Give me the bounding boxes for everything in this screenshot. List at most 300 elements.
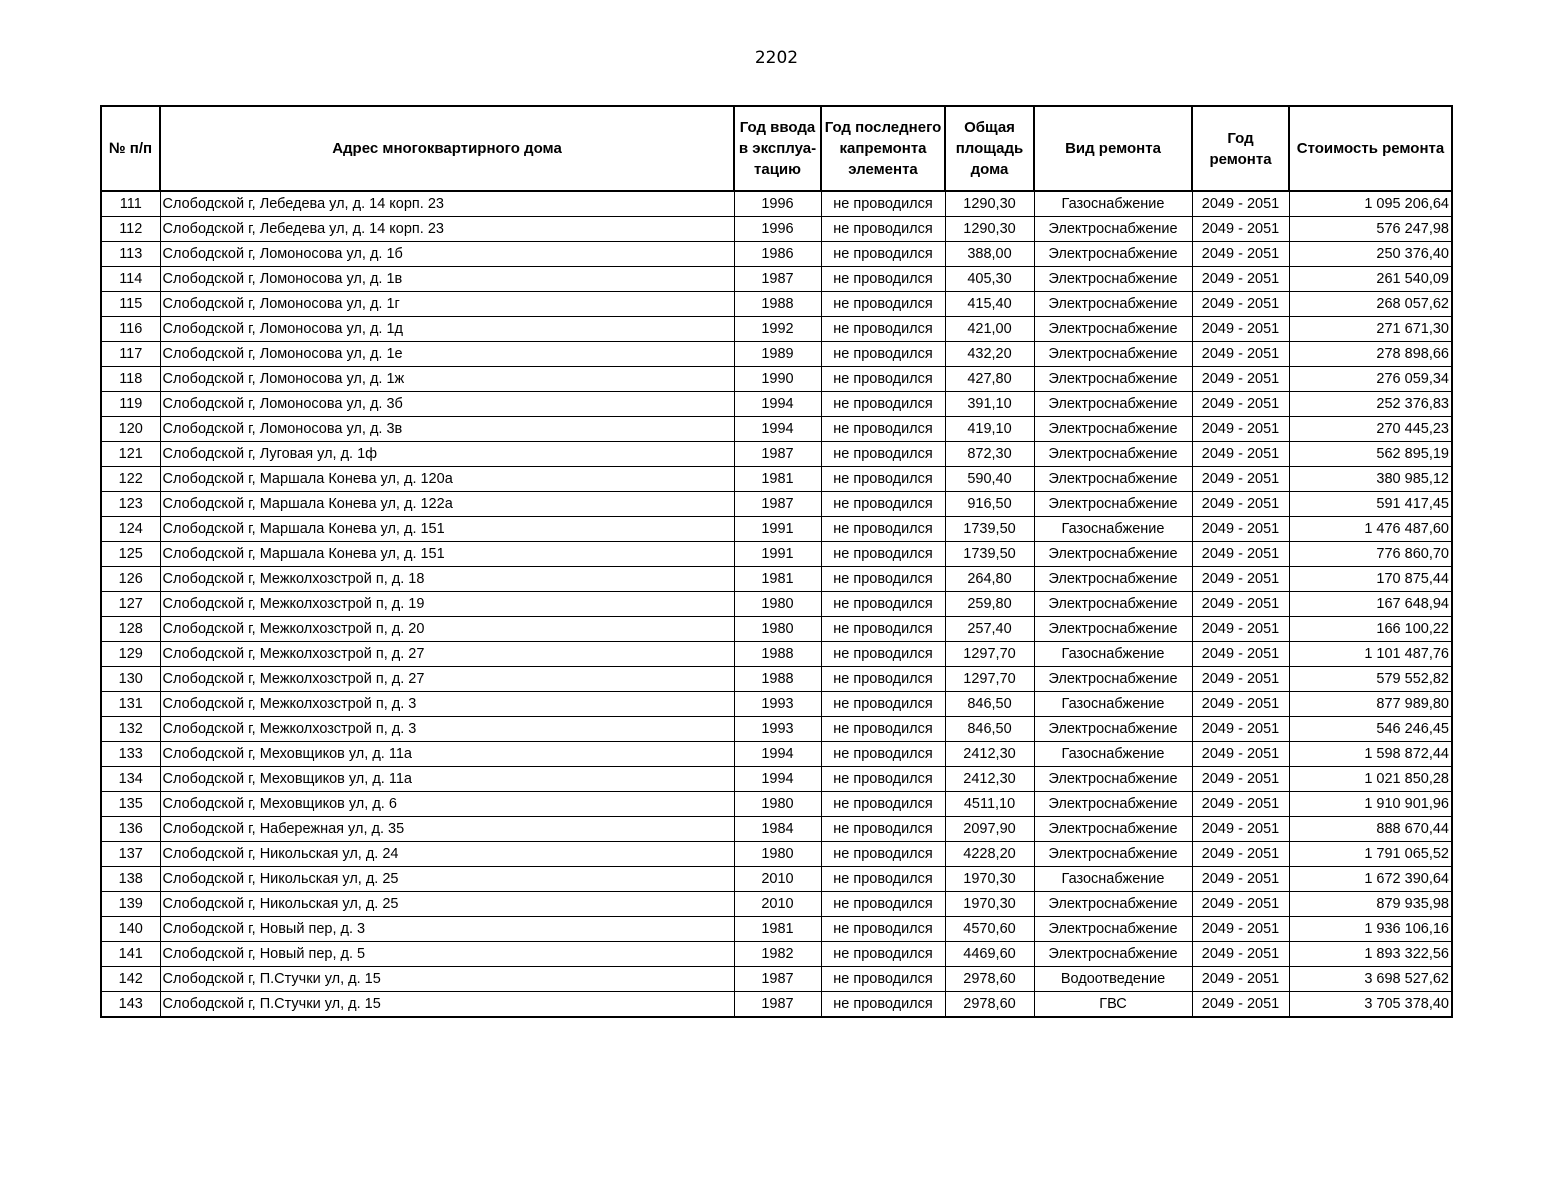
cell-address: Слободской г, Никольская ул, д. 25 bbox=[160, 867, 734, 892]
table-row bbox=[101, 242, 1452, 267]
header-address: Адрес многоквартирного дома bbox=[160, 106, 734, 191]
cell-num: 128 bbox=[101, 617, 160, 642]
table-row bbox=[101, 967, 1452, 992]
cell-address: Слободской г, Ломоносова ул, д. 1д bbox=[160, 317, 734, 342]
cell-num: 131 bbox=[101, 692, 160, 717]
cell-area: 419,10 bbox=[945, 417, 1034, 442]
cell-cost: 1 672 390,64 bbox=[1289, 867, 1452, 892]
cell-area: 1970,30 bbox=[945, 892, 1034, 917]
cell-num: 129 bbox=[101, 642, 160, 667]
cell-area: 590,40 bbox=[945, 467, 1034, 492]
cell-year-built: 1996 bbox=[734, 217, 821, 242]
cell-address: Слободской г, П.Стучки ул, д. 15 bbox=[160, 967, 734, 992]
cell-num: 127 bbox=[101, 592, 160, 617]
cell-cost: 579 552,82 bbox=[1289, 667, 1452, 692]
cell-cost: 1 095 206,64 bbox=[1289, 191, 1452, 217]
cell-area: 405,30 bbox=[945, 267, 1034, 292]
cell-address: Слободской г, Маршала Конева ул, д. 151 bbox=[160, 517, 734, 542]
cell-num: 138 bbox=[101, 867, 160, 892]
cell-num: 123 bbox=[101, 492, 160, 517]
cell-area: 257,40 bbox=[945, 617, 1034, 642]
cell-num: 136 bbox=[101, 817, 160, 842]
cell-repair-period: 2049 - 2051 bbox=[1192, 367, 1289, 392]
cell-repair-type: Электроснабжение bbox=[1034, 842, 1192, 867]
cell-num: 142 bbox=[101, 967, 160, 992]
header-repair-type: Вид ремонта bbox=[1034, 106, 1192, 191]
cell-repair-type: Электроснабжение bbox=[1034, 942, 1192, 967]
cell-last-repair: не проводился bbox=[821, 217, 945, 242]
cell-repair-type: Электроснабжение bbox=[1034, 717, 1192, 742]
cell-address: Слободской г, Меховщиков ул, д. 11а bbox=[160, 767, 734, 792]
cell-year-built: 1986 bbox=[734, 242, 821, 267]
cell-repair-type: Электроснабжение bbox=[1034, 792, 1192, 817]
cell-repair-type: Электроснабжение bbox=[1034, 892, 1192, 917]
cell-year-built: 1980 bbox=[734, 842, 821, 867]
cell-repair-type: Газоснабжение bbox=[1034, 692, 1192, 717]
table-row bbox=[101, 317, 1452, 342]
cell-year-built: 1991 bbox=[734, 542, 821, 567]
cell-repair-type: Электроснабжение bbox=[1034, 242, 1192, 267]
cell-last-repair: не проводился bbox=[821, 892, 945, 917]
cell-last-repair: не проводился bbox=[821, 417, 945, 442]
header-num: № п/п bbox=[101, 106, 160, 191]
cell-year-built: 1989 bbox=[734, 342, 821, 367]
cell-repair-period: 2049 - 2051 bbox=[1192, 442, 1289, 467]
cell-area: 1290,30 bbox=[945, 191, 1034, 217]
cell-last-repair: не проводился bbox=[821, 942, 945, 967]
cell-year-built: 1994 bbox=[734, 767, 821, 792]
cell-address: Слободской г, Межколхозстрой п, д. 20 bbox=[160, 617, 734, 642]
cell-cost: 276 059,34 bbox=[1289, 367, 1452, 392]
table-row bbox=[101, 617, 1452, 642]
cell-cost: 1 598 872,44 bbox=[1289, 742, 1452, 767]
cell-year-built: 1981 bbox=[734, 917, 821, 942]
page-number: 2202 bbox=[754, 48, 799, 68]
cell-num: 135 bbox=[101, 792, 160, 817]
cell-cost: 1 893 322,56 bbox=[1289, 942, 1452, 967]
cell-num: 139 bbox=[101, 892, 160, 917]
cell-area: 2978,60 bbox=[945, 967, 1034, 992]
cell-cost: 170 875,44 bbox=[1289, 567, 1452, 592]
cell-year-built: 1992 bbox=[734, 317, 821, 342]
cell-repair-period: 2049 - 2051 bbox=[1192, 317, 1289, 342]
cell-cost: 562 895,19 bbox=[1289, 442, 1452, 467]
cell-repair-type: Электроснабжение bbox=[1034, 292, 1192, 317]
cell-year-built: 1993 bbox=[734, 717, 821, 742]
cell-repair-period: 2049 - 2051 bbox=[1192, 242, 1289, 267]
cell-last-repair: не проводился bbox=[821, 317, 945, 342]
cell-year-built: 1987 bbox=[734, 492, 821, 517]
header-last-repair: Год последнего капремонта элемента bbox=[821, 106, 945, 191]
cell-repair-type: Электроснабжение bbox=[1034, 317, 1192, 342]
cell-repair-period: 2049 - 2051 bbox=[1192, 767, 1289, 792]
cell-repair-type: Электроснабжение bbox=[1034, 617, 1192, 642]
cell-cost: 877 989,80 bbox=[1289, 692, 1452, 717]
cell-last-repair: не проводился bbox=[821, 842, 945, 867]
cell-area: 264,80 bbox=[945, 567, 1034, 592]
repair-schedule-table bbox=[100, 105, 1453, 1018]
table-header bbox=[101, 106, 1452, 191]
cell-area: 421,00 bbox=[945, 317, 1034, 342]
cell-cost: 271 671,30 bbox=[1289, 317, 1452, 342]
cell-year-built: 1988 bbox=[734, 642, 821, 667]
cell-num: 126 bbox=[101, 567, 160, 592]
cell-last-repair: не проводился bbox=[821, 567, 945, 592]
cell-address: Слободской г, Меховщиков ул, д. 11а bbox=[160, 742, 734, 767]
cell-address: Слободской г, Ломоносова ул, д. 1ж bbox=[160, 367, 734, 392]
cell-last-repair: не проводился bbox=[821, 442, 945, 467]
cell-cost: 166 100,22 bbox=[1289, 617, 1452, 642]
cell-last-repair: не проводился bbox=[821, 667, 945, 692]
cell-repair-period: 2049 - 2051 bbox=[1192, 417, 1289, 442]
cell-repair-period: 2049 - 2051 bbox=[1192, 191, 1289, 217]
table-row bbox=[101, 217, 1452, 242]
cell-num: 143 bbox=[101, 992, 160, 1018]
cell-year-built: 1994 bbox=[734, 417, 821, 442]
cell-repair-type: Водоотведение bbox=[1034, 967, 1192, 992]
header-area: Общая площадь дома bbox=[945, 106, 1034, 191]
cell-repair-period: 2049 - 2051 bbox=[1192, 342, 1289, 367]
table-row bbox=[101, 717, 1452, 742]
cell-year-built: 1993 bbox=[734, 692, 821, 717]
table-row bbox=[101, 467, 1452, 492]
cell-last-repair: не проводился bbox=[821, 992, 945, 1018]
cell-cost: 1 476 487,60 bbox=[1289, 517, 1452, 542]
cell-repair-period: 2049 - 2051 bbox=[1192, 617, 1289, 642]
table-row bbox=[101, 992, 1452, 1018]
cell-area: 916,50 bbox=[945, 492, 1034, 517]
cell-area: 4511,10 bbox=[945, 792, 1034, 817]
cell-last-repair: не проводился bbox=[821, 592, 945, 617]
cell-address: Слободской г, Ломоносова ул, д. 3б bbox=[160, 392, 734, 417]
cell-cost: 546 246,45 bbox=[1289, 717, 1452, 742]
cell-year-built: 1980 bbox=[734, 792, 821, 817]
cell-repair-period: 2049 - 2051 bbox=[1192, 292, 1289, 317]
cell-address: Слободской г, Ломоносова ул, д. 1в bbox=[160, 267, 734, 292]
cell-last-repair: не проводился bbox=[821, 392, 945, 417]
table-row bbox=[101, 767, 1452, 792]
cell-address: Слободской г, Межколхозстрой п, д. 19 bbox=[160, 592, 734, 617]
cell-repair-period: 2049 - 2051 bbox=[1192, 642, 1289, 667]
cell-num: 132 bbox=[101, 717, 160, 742]
cell-address: Слободской г, Никольская ул, д. 24 bbox=[160, 842, 734, 867]
table-row bbox=[101, 842, 1452, 867]
cell-cost: 268 057,62 bbox=[1289, 292, 1452, 317]
cell-cost: 591 417,45 bbox=[1289, 492, 1452, 517]
cell-repair-type: Электроснабжение bbox=[1034, 492, 1192, 517]
cell-repair-type: ГВС bbox=[1034, 992, 1192, 1018]
cell-area: 432,20 bbox=[945, 342, 1034, 367]
cell-repair-period: 2049 - 2051 bbox=[1192, 467, 1289, 492]
cell-last-repair: не проводился bbox=[821, 367, 945, 392]
table-row bbox=[101, 442, 1452, 467]
cell-address: Слободской г, Лебедева ул, д. 14 корп. 23 bbox=[160, 191, 734, 217]
cell-repair-period: 2049 - 2051 bbox=[1192, 567, 1289, 592]
cell-num: 115 bbox=[101, 292, 160, 317]
cell-area: 2097,90 bbox=[945, 817, 1034, 842]
header-row bbox=[101, 106, 1452, 191]
table-row bbox=[101, 367, 1452, 392]
cell-last-repair: не проводился bbox=[821, 292, 945, 317]
cell-address: Слободской г, Ломоносова ул, д. 3в bbox=[160, 417, 734, 442]
cell-cost: 1 791 065,52 bbox=[1289, 842, 1452, 867]
cell-cost: 776 860,70 bbox=[1289, 542, 1452, 567]
cell-num: 125 bbox=[101, 542, 160, 567]
table-row bbox=[101, 191, 1452, 217]
table-row bbox=[101, 867, 1452, 892]
cell-num: 121 bbox=[101, 442, 160, 467]
cell-repair-type: Электроснабжение bbox=[1034, 392, 1192, 417]
cell-repair-type: Электроснабжение bbox=[1034, 442, 1192, 467]
cell-address: Слободской г, Никольская ул, д. 25 bbox=[160, 892, 734, 917]
cell-year-built: 1994 bbox=[734, 742, 821, 767]
cell-repair-period: 2049 - 2051 bbox=[1192, 267, 1289, 292]
table-row bbox=[101, 917, 1452, 942]
cell-area: 846,50 bbox=[945, 692, 1034, 717]
table-row bbox=[101, 292, 1452, 317]
cell-last-repair: не проводился bbox=[821, 342, 945, 367]
cell-num: 141 bbox=[101, 942, 160, 967]
cell-address: Слободской г, Новый пер, д. 3 bbox=[160, 917, 734, 942]
cell-num: 120 bbox=[101, 417, 160, 442]
cell-num: 119 bbox=[101, 392, 160, 417]
cell-year-built: 1996 bbox=[734, 191, 821, 217]
table-row bbox=[101, 267, 1452, 292]
cell-cost: 879 935,98 bbox=[1289, 892, 1452, 917]
cell-repair-type: Электроснабжение bbox=[1034, 217, 1192, 242]
cell-year-built: 1991 bbox=[734, 517, 821, 542]
cell-year-built: 1994 bbox=[734, 392, 821, 417]
cell-repair-type: Газоснабжение bbox=[1034, 191, 1192, 217]
table-row bbox=[101, 742, 1452, 767]
cell-year-built: 1982 bbox=[734, 942, 821, 967]
table-row bbox=[101, 342, 1452, 367]
cell-repair-type: Электроснабжение bbox=[1034, 417, 1192, 442]
cell-area: 1290,30 bbox=[945, 217, 1034, 242]
cell-address: Слободской г, Лебедева ул, д. 14 корп. 23 bbox=[160, 217, 734, 242]
cell-last-repair: не проводился bbox=[821, 767, 945, 792]
cell-address: Слободской г, Маршала Конева ул, д. 151 bbox=[160, 542, 734, 567]
cell-num: 113 bbox=[101, 242, 160, 267]
cell-year-built: 1980 bbox=[734, 617, 821, 642]
table-row bbox=[101, 792, 1452, 817]
cell-year-built: 1987 bbox=[734, 992, 821, 1018]
cell-repair-type: Электроснабжение bbox=[1034, 817, 1192, 842]
cell-repair-type: Газоснабжение bbox=[1034, 867, 1192, 892]
cell-cost: 270 445,23 bbox=[1289, 417, 1452, 442]
cell-last-repair: не проводился bbox=[821, 467, 945, 492]
cell-address: Слободской г, Ломоносова ул, д. 1г bbox=[160, 292, 734, 317]
cell-num: 137 bbox=[101, 842, 160, 867]
cell-cost: 1 910 901,96 bbox=[1289, 792, 1452, 817]
cell-year-built: 1988 bbox=[734, 292, 821, 317]
table-body bbox=[101, 191, 1452, 1017]
table-row bbox=[101, 817, 1452, 842]
cell-repair-type: Электроснабжение bbox=[1034, 367, 1192, 392]
cell-num: 133 bbox=[101, 742, 160, 767]
cell-year-built: 1990 bbox=[734, 367, 821, 392]
cell-cost: 3 705 378,40 bbox=[1289, 992, 1452, 1018]
table-row bbox=[101, 892, 1452, 917]
cell-year-built: 1987 bbox=[734, 267, 821, 292]
cell-repair-period: 2049 - 2051 bbox=[1192, 592, 1289, 617]
table-row bbox=[101, 542, 1452, 567]
cell-area: 391,10 bbox=[945, 392, 1034, 417]
cell-repair-type: Электроснабжение bbox=[1034, 542, 1192, 567]
cell-num: 130 bbox=[101, 667, 160, 692]
cell-cost: 252 376,83 bbox=[1289, 392, 1452, 417]
cell-year-built: 1987 bbox=[734, 967, 821, 992]
table-row bbox=[101, 942, 1452, 967]
cell-num: 134 bbox=[101, 767, 160, 792]
cell-year-built: 2010 bbox=[734, 892, 821, 917]
cell-year-built: 1984 bbox=[734, 817, 821, 842]
cell-repair-type: Газоснабжение bbox=[1034, 642, 1192, 667]
cell-repair-period: 2049 - 2051 bbox=[1192, 842, 1289, 867]
cell-cost: 380 985,12 bbox=[1289, 467, 1452, 492]
cell-area: 872,30 bbox=[945, 442, 1034, 467]
cell-repair-type: Электроснабжение bbox=[1034, 467, 1192, 492]
table-row bbox=[101, 417, 1452, 442]
cell-area: 427,80 bbox=[945, 367, 1034, 392]
cell-repair-type: Электроснабжение bbox=[1034, 567, 1192, 592]
cell-area: 846,50 bbox=[945, 717, 1034, 742]
cell-address: Слободской г, Меховщиков ул, д. 6 bbox=[160, 792, 734, 817]
cell-address: Слободской г, Новый пер, д. 5 bbox=[160, 942, 734, 967]
cell-address: Слободской г, Межколхозстрой п, д. 3 bbox=[160, 717, 734, 742]
cell-address: Слободской г, Маршала Конева ул, д. 120а bbox=[160, 467, 734, 492]
cell-num: 112 bbox=[101, 217, 160, 242]
cell-last-repair: не проводился bbox=[821, 542, 945, 567]
cell-repair-period: 2049 - 2051 bbox=[1192, 967, 1289, 992]
cell-area: 4228,20 bbox=[945, 842, 1034, 867]
cell-year-built: 1981 bbox=[734, 567, 821, 592]
cell-area: 1739,50 bbox=[945, 542, 1034, 567]
table-row bbox=[101, 667, 1452, 692]
cell-repair-type: Электроснабжение bbox=[1034, 267, 1192, 292]
cell-address: Слободской г, Ломоносова ул, д. 1е bbox=[160, 342, 734, 367]
cell-repair-period: 2049 - 2051 bbox=[1192, 692, 1289, 717]
cell-address: Слободской г, Межколхозстрой п, д. 27 bbox=[160, 667, 734, 692]
cell-area: 1970,30 bbox=[945, 867, 1034, 892]
cell-last-repair: не проводился bbox=[821, 867, 945, 892]
cell-last-repair: не проводился bbox=[821, 492, 945, 517]
cell-repair-type: Электроснабжение bbox=[1034, 667, 1192, 692]
cell-cost: 1 936 106,16 bbox=[1289, 917, 1452, 942]
cell-cost: 167 648,94 bbox=[1289, 592, 1452, 617]
cell-cost: 888 670,44 bbox=[1289, 817, 1452, 842]
cell-num: 111 bbox=[101, 191, 160, 217]
cell-year-built: 1987 bbox=[734, 442, 821, 467]
cell-area: 1297,70 bbox=[945, 642, 1034, 667]
cell-repair-period: 2049 - 2051 bbox=[1192, 942, 1289, 967]
cell-repair-period: 2049 - 2051 bbox=[1192, 492, 1289, 517]
cell-last-repair: не проводился bbox=[821, 742, 945, 767]
cell-cost: 250 376,40 bbox=[1289, 242, 1452, 267]
cell-cost: 1 021 850,28 bbox=[1289, 767, 1452, 792]
cell-address: Слободской г, Ломоносова ул, д. 1б bbox=[160, 242, 734, 267]
cell-area: 2978,60 bbox=[945, 992, 1034, 1018]
cell-address: Слободской г, Межколхозстрой п, д. 3 bbox=[160, 692, 734, 717]
cell-num: 116 bbox=[101, 317, 160, 342]
cell-last-repair: не проводился bbox=[821, 642, 945, 667]
cell-last-repair: не проводился bbox=[821, 792, 945, 817]
cell-address: Слободской г, Луговая ул, д. 1ф bbox=[160, 442, 734, 467]
cell-year-built: 2010 bbox=[734, 867, 821, 892]
cell-address: Слободской г, Межколхозстрой п, д. 18 bbox=[160, 567, 734, 592]
table-row bbox=[101, 567, 1452, 592]
cell-num: 117 bbox=[101, 342, 160, 367]
cell-last-repair: не проводился bbox=[821, 692, 945, 717]
cell-area: 388,00 bbox=[945, 242, 1034, 267]
cell-num: 140 bbox=[101, 917, 160, 942]
cell-repair-type: Газоснабжение bbox=[1034, 742, 1192, 767]
cell-repair-type: Электроснабжение bbox=[1034, 917, 1192, 942]
cell-repair-period: 2049 - 2051 bbox=[1192, 517, 1289, 542]
cell-area: 4469,60 bbox=[945, 942, 1034, 967]
header-cost: Стоимость ремонта bbox=[1289, 106, 1452, 191]
cell-address: Слободской г, Маршала Конева ул, д. 122а bbox=[160, 492, 734, 517]
cell-last-repair: не проводился bbox=[821, 242, 945, 267]
cell-area: 1297,70 bbox=[945, 667, 1034, 692]
table-row bbox=[101, 517, 1452, 542]
cell-num: 118 bbox=[101, 367, 160, 392]
cell-last-repair: не проводился bbox=[821, 967, 945, 992]
table-row bbox=[101, 592, 1452, 617]
cell-repair-period: 2049 - 2051 bbox=[1192, 742, 1289, 767]
cell-repair-period: 2049 - 2051 bbox=[1192, 542, 1289, 567]
cell-year-built: 1988 bbox=[734, 667, 821, 692]
cell-last-repair: не проводился bbox=[821, 267, 945, 292]
cell-repair-type: Газоснабжение bbox=[1034, 517, 1192, 542]
cell-repair-period: 2049 - 2051 bbox=[1192, 917, 1289, 942]
cell-repair-period: 2049 - 2051 bbox=[1192, 892, 1289, 917]
cell-last-repair: не проводился bbox=[821, 717, 945, 742]
cell-repair-period: 2049 - 2051 bbox=[1192, 217, 1289, 242]
cell-cost: 3 698 527,62 bbox=[1289, 967, 1452, 992]
cell-num: 124 bbox=[101, 517, 160, 542]
cell-address: Слободской г, Набережная ул, д. 35 bbox=[160, 817, 734, 842]
cell-repair-period: 2049 - 2051 bbox=[1192, 792, 1289, 817]
cell-repair-period: 2049 - 2051 bbox=[1192, 867, 1289, 892]
cell-repair-period: 2049 - 2051 bbox=[1192, 667, 1289, 692]
cell-repair-period: 2049 - 2051 bbox=[1192, 992, 1289, 1018]
cell-repair-period: 2049 - 2051 bbox=[1192, 817, 1289, 842]
cell-num: 122 bbox=[101, 467, 160, 492]
cell-last-repair: не проводился bbox=[821, 817, 945, 842]
cell-repair-type: Электроснабжение bbox=[1034, 342, 1192, 367]
cell-cost: 278 898,66 bbox=[1289, 342, 1452, 367]
cell-repair-period: 2049 - 2051 bbox=[1192, 717, 1289, 742]
cell-address: Слободской г, Межколхозстрой п, д. 27 bbox=[160, 642, 734, 667]
header-repair-period: Год ремонта bbox=[1192, 106, 1289, 191]
table-row bbox=[101, 392, 1452, 417]
cell-last-repair: не проводился bbox=[821, 191, 945, 217]
cell-area: 2412,30 bbox=[945, 767, 1034, 792]
cell-year-built: 1981 bbox=[734, 467, 821, 492]
table-row bbox=[101, 642, 1452, 667]
cell-num: 114 bbox=[101, 267, 160, 292]
header-year-built: Год ввода в эксплуа- тацию bbox=[734, 106, 821, 191]
cell-repair-period: 2049 - 2051 bbox=[1192, 392, 1289, 417]
cell-repair-type: Электроснабжение bbox=[1034, 767, 1192, 792]
cell-address: Слободской г, П.Стучки ул, д. 15 bbox=[160, 992, 734, 1018]
cell-last-repair: не проводился bbox=[821, 517, 945, 542]
cell-cost: 261 540,09 bbox=[1289, 267, 1452, 292]
cell-cost: 1 101 487,76 bbox=[1289, 642, 1452, 667]
cell-year-built: 1980 bbox=[734, 592, 821, 617]
table-row bbox=[101, 492, 1452, 517]
